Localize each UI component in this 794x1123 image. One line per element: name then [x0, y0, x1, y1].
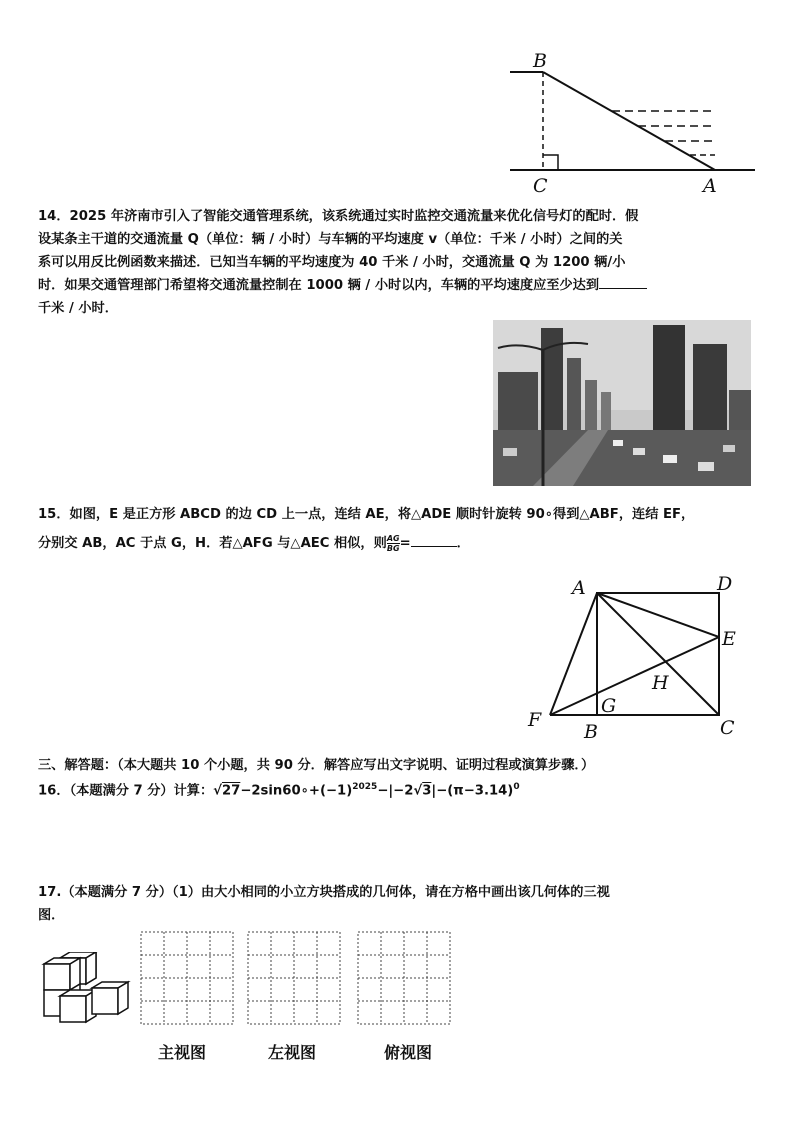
- label-H: H: [652, 672, 669, 694]
- label-C: C: [720, 717, 735, 739]
- q14-line-2: 设某条主干道的交通流量 Q（单位：辆 / 小时）与车辆的平均速度 v（单位：千米 / 小时）之间的关: [38, 232, 623, 247]
- q14-line-1: 14．2025 年济南市引入了智能交通管理系统，该系统通过实时监控交通流量来优化信号灯的配时．假: [38, 209, 639, 224]
- label-C: C: [533, 175, 548, 195]
- label-A: A: [572, 577, 586, 599]
- q15-line-1: 15．如图，E 是正方形 ABCD 的边 CD 上一点，连结 AE，将△ADE 顺时针旋转 90∘得到△ABF，连结 EF，: [38, 507, 695, 522]
- label-E: E: [722, 628, 736, 650]
- grid-front-view[interactable]: [140, 931, 234, 1025]
- cube-stack-figure: [38, 952, 133, 1032]
- square-figure: [522, 570, 752, 745]
- sqrt-27: √27: [213, 783, 241, 799]
- question-15: 15．如图，E 是正方形 ABCD 的边 CD 上一点，连结 AE，将△ADE 顺时针旋转 90∘得到△ABF，连结 EF， 分别交 AB，AC 于点 G，H．若△AFG 与△AEC 相似，则 $\frac{AG}{BG}=$ ．: [38, 503, 768, 555]
- sqrt-3: √3: [413, 783, 432, 799]
- caption-front-view: 主视图: [157, 1043, 206, 1062]
- label-B: B: [533, 50, 547, 72]
- question-16: 16．（本题满分 7 分）计算：$√27-2\sin 60\circ+(-1)^{2025}-|-2√3|-(\pi-3.14)^0$: [38, 782, 520, 799]
- section-3-heading: 三、解答题：（本大题共 10 个小题，共 90 分．解答应写出文字说明、证明过程或演算步骤．）: [38, 758, 595, 773]
- slope-figure: [505, 45, 765, 195]
- q14-line-4: 时．如果交通管理部门希望将交通流量控制在 1000 辆 / 小时以内，车辆的平均速度应至少达到: [38, 278, 600, 293]
- city-traffic-photo: [493, 320, 751, 486]
- question-17: [38, 881, 768, 927]
- grid-left-view[interactable]: [247, 931, 341, 1025]
- caption-left-view: 左视图: [267, 1043, 316, 1062]
- answer-blank-14[interactable]: [599, 274, 647, 289]
- q14-line-3: 系可以用反比例函数来描述．已知当车辆的平均速度为 40 千米 / 小时，交通流量 Q 为 1200 辆/小: [38, 255, 626, 270]
- answer-blank-15[interactable]: [411, 532, 457, 547]
- fraction-ag-bg: $\frac{AG}{BG}$: [386, 533, 400, 553]
- q15-line-2: 分别交 AB，AC 于点 G，H．若△AFG 与△AEC 相似，则: [38, 536, 387, 551]
- label-G: G: [601, 695, 617, 717]
- caption-top-view: 俯视图: [383, 1043, 432, 1062]
- grid-top-view[interactable]: [357, 931, 451, 1025]
- q14-line-5: 千米 / 小时．: [38, 301, 118, 316]
- label-D: D: [717, 573, 733, 595]
- label-A: A: [703, 175, 717, 195]
- q17-line-2: 图．: [38, 908, 65, 923]
- label-B: B: [584, 721, 598, 743]
- q17-line-1: 17.（本题满分 7 分）（1）由大小相同的小立方块搭成的几何体，请在方格中画出该几何体的三视: [38, 885, 610, 900]
- question-14: [38, 205, 758, 320]
- label-F: F: [528, 709, 542, 731]
